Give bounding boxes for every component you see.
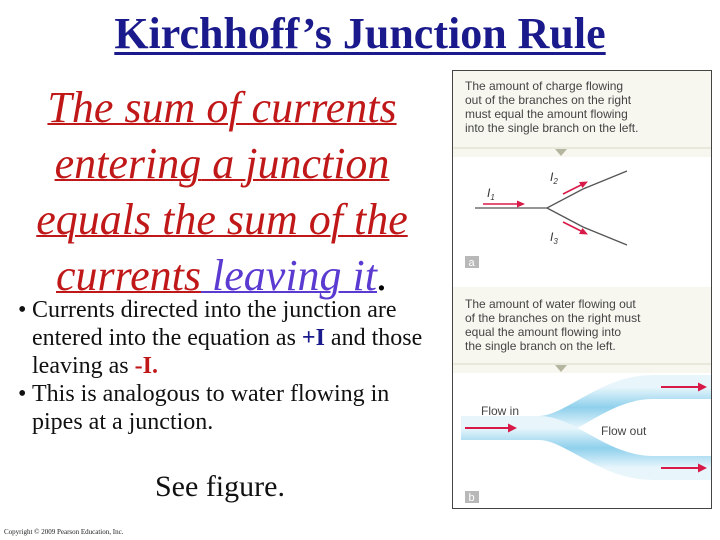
plus-i: +I: [301, 325, 325, 351]
flow-in-label: Flow in: [481, 404, 520, 418]
slide-title-text: Kirchhoff’s Junction Rule: [114, 9, 606, 58]
bullet-item-sign-convention: [18, 296, 428, 380]
bullet-1-middle: and those leaving as: [32, 325, 423, 379]
figure-a-caption-line: into the single branch on the left.: [465, 121, 639, 135]
rule-word-leaving-it: leaving it: [201, 251, 377, 300]
figure-b-caption-line: The amount of water flowing out: [465, 297, 636, 311]
rule-word-entering: entering: [54, 139, 202, 188]
rule-line-2: a junction: [201, 139, 390, 188]
figure-a-caption-line: out of the branches on the right: [465, 93, 632, 107]
part-a-label: a: [468, 257, 475, 269]
bullet-list: [18, 296, 428, 436]
figure-b-caption-line: the single branch on the left.: [465, 339, 616, 353]
rule-period: .: [377, 251, 388, 300]
minus-i: -I.: [134, 353, 158, 379]
bullet-1-text: Currents directed into the junction are entered into the equation as: [32, 297, 397, 351]
pointer-triangle: [555, 149, 567, 156]
figure-a-caption-line: must equal the amount flowing: [465, 107, 628, 121]
label-i3: $I_3$: [550, 230, 558, 246]
rule-line-1: The sum of currents: [47, 83, 397, 132]
rule-word-currents: currents: [56, 251, 202, 300]
circuit-panel: [453, 157, 711, 287]
flow-out-label: Flow out: [601, 424, 647, 438]
bullet-item-water-analogy: [18, 380, 428, 436]
figure-b-caption-line: of the branches on the right must: [465, 311, 641, 325]
bullet-dot: •: [18, 381, 27, 407]
figure-panel: [452, 70, 712, 509]
part-b-label: b: [468, 492, 475, 504]
copyright-notice: Copyright © 2009 Pearson Education, Inc.: [4, 528, 124, 536]
bullet-2-text: This is analogous to water flowing in pipes at a junction.: [32, 381, 390, 435]
rule-line-3: equals the sum of the: [36, 195, 408, 244]
see-figure-note: See figure.: [155, 470, 285, 503]
pointer-triangle: [555, 365, 567, 372]
bullet-dot: •: [18, 297, 27, 323]
junction-rule-statement: [12, 80, 432, 304]
figure-a-caption-line: The amount of charge flowing: [465, 79, 624, 93]
figure-graphics: [453, 71, 711, 508]
figure-b-caption-line: equal the amount flowing into: [465, 325, 622, 339]
slide-title: [0, 8, 720, 59]
label-i2: $I_2$: [550, 170, 558, 186]
label-i1: $I_1$: [487, 186, 495, 202]
